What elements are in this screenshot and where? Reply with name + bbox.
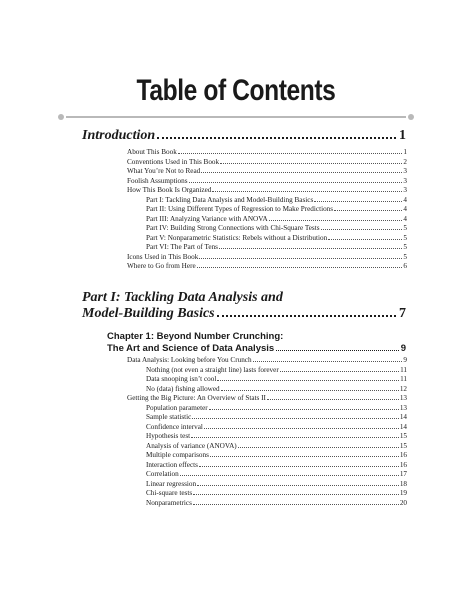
toc-entry[interactable]	[127, 385, 407, 395]
toc-entry-page: 3	[403, 186, 407, 194]
divider-left-dot	[58, 114, 64, 120]
toc-entry-page: 6	[403, 262, 407, 270]
toc-entry[interactable]	[127, 148, 407, 158]
toc-entry[interactable]	[127, 262, 407, 272]
toc-entry-label: Conventions Used in This Book	[127, 157, 220, 166]
leader-dots	[221, 390, 399, 391]
toc-entry-label: No (data) fishing allowed	[146, 384, 220, 393]
toc-entry-label: Part II: Using Different Types of Regression to Make Predictions	[146, 205, 334, 213]
toc-entry[interactable]	[127, 366, 407, 376]
toc-entry-page: 16	[399, 451, 407, 459]
leader-dots	[197, 267, 403, 268]
toc-entry-label: About This Book	[127, 148, 177, 156]
toc-entry[interactable]	[127, 253, 407, 263]
toc-entry-label: Data Analysis: Looking before You Crunch	[127, 356, 252, 364]
toc-entry-label: Where to Go from Here	[127, 262, 196, 270]
toc-entry-label: Linear regression	[146, 479, 197, 488]
leader-dots	[321, 229, 403, 230]
chapter1-line1: Chapter 1: Beyond Number Crunching:	[107, 331, 284, 342]
leader-dots	[199, 258, 402, 259]
toc-entry-page: 5	[403, 252, 407, 261]
chapter1-entries	[127, 356, 407, 508]
toc-entry-page: 13	[399, 394, 407, 402]
toc-entry-label: Getting the Big Picture: An Overview of Stats II	[127, 394, 266, 402]
toc-entry-label: Interaction effects	[146, 460, 198, 469]
toc-entry-label: Foolish Assumptions	[127, 176, 188, 185]
toc-entry-page: 14	[399, 422, 407, 431]
toc-entry-label: Part I: Tackling Data Analysis and Model-Building Basics	[146, 195, 314, 204]
leader-dots	[193, 504, 399, 505]
toc-entry-label: Nothing (not even a straight line) lasts forever	[146, 365, 279, 374]
toc-entry-page: 12	[399, 384, 407, 393]
toc-entry[interactable]	[127, 394, 407, 404]
chapter1-page: 9	[400, 343, 406, 354]
toc-entry-page: 11	[400, 365, 407, 374]
leader-dots	[269, 220, 403, 221]
toc-entry-page: 4	[403, 195, 407, 204]
leader-dots	[178, 153, 403, 154]
toc-entry[interactable]	[127, 461, 407, 471]
toc-entry-label: Data snooping isn’t cool	[146, 375, 217, 383]
toc-entry-label: Part IV: Building Strong Connections with Chi-Square Tests	[146, 224, 320, 232]
toc-entry-page: 3	[403, 167, 407, 175]
introduction-page: 1	[399, 128, 406, 143]
leader-dots	[314, 201, 402, 202]
toc-entry-page: 14	[399, 413, 407, 421]
page-title: Table of Contents	[136, 74, 336, 107]
toc-entry-page: 2	[403, 157, 407, 166]
part1-heading[interactable]	[82, 290, 406, 322]
toc-entry-label: Multiple comparisons	[146, 451, 209, 459]
toc-entry-page: 17	[399, 470, 407, 478]
chapter1-line2: The Art and Science of Data Analysis	[107, 343, 275, 354]
toc-entry-page: 19	[399, 489, 407, 497]
toc-entry[interactable]	[127, 196, 407, 206]
leader-dots	[189, 182, 403, 183]
toc-entry-label: Nonparametrics	[146, 498, 192, 507]
toc-entry-page: 15	[399, 432, 407, 440]
toc-entry[interactable]	[127, 451, 407, 461]
leader-dots	[192, 418, 398, 419]
toc-entry-page: 16	[399, 460, 407, 469]
toc-entry-page: 18	[399, 479, 407, 488]
toc-entry-page: 15	[399, 441, 407, 450]
toc-entry-label: Part III: Analyzing Variance with ANOVA	[146, 214, 268, 223]
toc-entry-page: 1	[403, 148, 407, 156]
leader-dots	[238, 447, 399, 448]
leader-dots	[157, 137, 396, 139]
leader-dots	[204, 428, 399, 429]
toc-entry[interactable]	[127, 442, 407, 452]
toc-entry-label: Chi-square tests	[146, 489, 193, 497]
toc-entry[interactable]	[127, 205, 407, 215]
leader-dots	[217, 380, 399, 381]
toc-entry-page: 13	[399, 403, 407, 412]
toc-entry-label: Icons Used in This Book	[127, 252, 199, 261]
chapter1-heading[interactable]	[107, 331, 406, 355]
toc-entry[interactable]	[127, 177, 407, 187]
leader-dots	[193, 494, 399, 495]
toc-entry[interactable]	[127, 413, 407, 423]
toc-entry-label: Confidence interval	[146, 422, 203, 431]
toc-entry-label: Hypothesis test	[146, 432, 191, 440]
toc-entry-page: 5	[403, 233, 407, 242]
leader-dots	[280, 371, 399, 372]
leader-dots	[180, 475, 399, 476]
toc-entry[interactable]	[127, 234, 407, 244]
toc-entry[interactable]	[127, 480, 407, 490]
leader-dots	[217, 315, 396, 317]
leader-dots	[191, 437, 399, 438]
leader-dots	[276, 350, 399, 351]
toc-entry-label: How This Book Is Organized	[127, 186, 212, 194]
toc-entry[interactable]	[127, 224, 407, 234]
part1-page: 7	[399, 306, 406, 321]
leader-dots	[328, 239, 402, 240]
toc-entry[interactable]	[127, 404, 407, 414]
leader-dots	[334, 210, 402, 211]
toc-entry-page: 5	[403, 243, 407, 251]
toc-entry[interactable]	[127, 215, 407, 225]
toc-entry[interactable]	[127, 423, 407, 433]
toc-entry-page: 4	[403, 205, 407, 213]
title-divider	[66, 116, 406, 118]
leader-dots	[201, 172, 402, 173]
leader-dots	[220, 163, 402, 164]
toc-entry-page: 4	[403, 214, 407, 223]
toc-entry[interactable]	[127, 432, 407, 442]
toc-entry[interactable]	[127, 375, 407, 385]
leader-dots	[267, 399, 399, 400]
divider-right-dot	[408, 114, 414, 120]
toc-entry-label: What You’re Not to Read	[127, 167, 201, 175]
toc-entry[interactable]	[127, 243, 407, 253]
toc-entry[interactable]	[127, 470, 407, 480]
toc-entry-page: 3	[403, 176, 407, 185]
leader-dots	[209, 409, 399, 410]
toc-entry-page: 11	[400, 375, 407, 383]
leader-dots	[219, 248, 402, 249]
leader-dots	[210, 456, 399, 457]
toc-entry-label: Part VI: The Part of Tens	[146, 243, 218, 251]
introduction-entries	[127, 148, 407, 272]
toc-entry[interactable]	[127, 499, 407, 509]
leader-dots	[212, 191, 402, 192]
introduction-heading[interactable]	[82, 128, 406, 144]
toc-entry[interactable]	[127, 186, 407, 196]
toc-entry-label: Analysis of variance (ANOVA)	[146, 441, 237, 450]
part1-line1: Part I: Tackling Data Analysis and	[82, 290, 283, 305]
toc-entry-page: 9	[403, 356, 407, 364]
introduction-label: Introduction	[82, 128, 156, 143]
toc-entry-label: Population parameter	[146, 403, 208, 412]
toc-entry-label: Part V: Nonparametric Statistics: Rebels without a Distribution	[146, 233, 328, 242]
toc-entry[interactable]	[127, 158, 407, 168]
toc-entry-page: 20	[399, 498, 407, 507]
toc-entry[interactable]	[127, 489, 407, 499]
leader-dots	[253, 361, 403, 362]
toc-entry[interactable]	[127, 167, 407, 177]
toc-entry-label: Correlation	[146, 470, 179, 478]
toc-entry-label: Sample statistic	[146, 413, 192, 421]
leader-dots	[199, 466, 399, 467]
toc-entry-page: 5	[403, 224, 407, 232]
toc-entry[interactable]	[127, 356, 407, 366]
leader-dots	[197, 485, 399, 486]
part1-line2: Model-Building Basics	[82, 306, 215, 321]
